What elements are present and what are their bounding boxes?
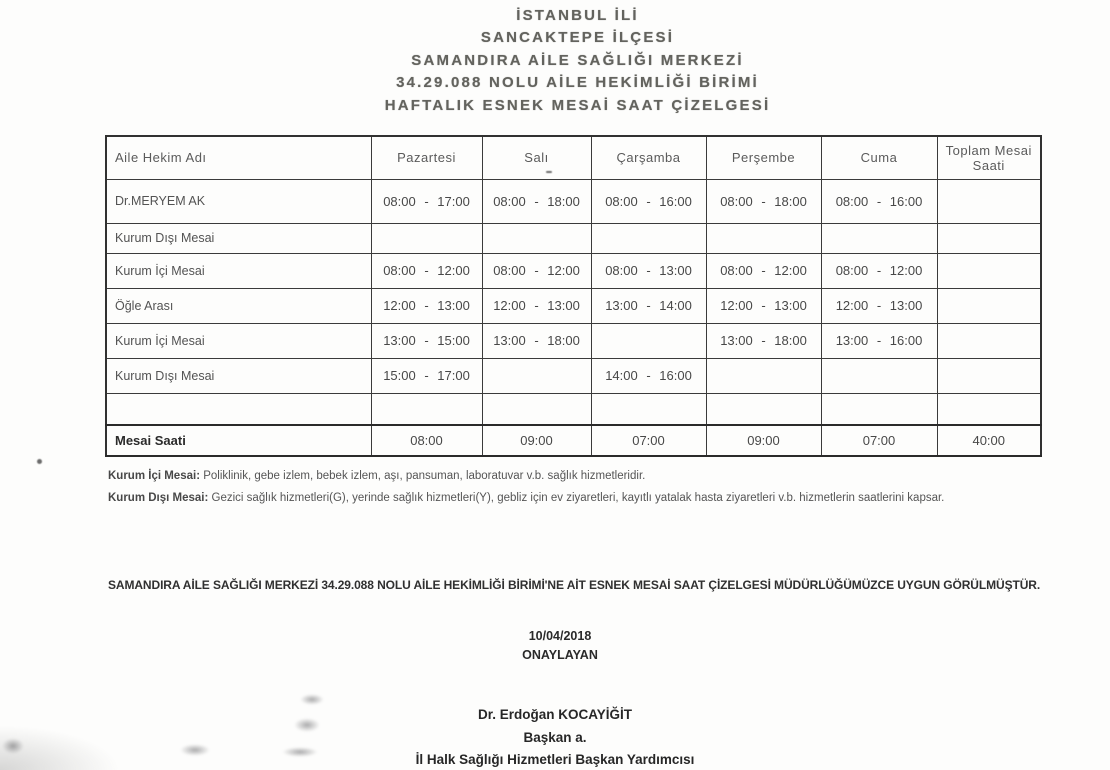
- signer-role: Başkan a.: [523, 729, 587, 745]
- time-cell: 08:00 - 18:00: [482, 179, 591, 223]
- note-text: Gezici sağlık hizmetleri(G), yerinde sağlık hizmetleri(Y), gebliz için ev ziyaretleri, kayıtlı yatalak hasta ziyaretleri v.b. hizmetlerin saatlerini kapsar.: [211, 491, 945, 504]
- time-cell: [821, 358, 937, 393]
- time-cell: 08:00 - 17:00: [371, 179, 482, 223]
- time-cell: 08:00 - 12:00: [371, 253, 482, 288]
- footnotes: [108, 466, 1088, 509]
- table-row-doctor: [106, 179, 1041, 223]
- header-line-district: SANCAKTEPE İLÇESİ: [480, 29, 675, 47]
- time-cell: [371, 223, 482, 253]
- time-cell: 12:00 - 13:00: [482, 288, 591, 323]
- time-cell: 13:00 - 18:00: [482, 323, 591, 358]
- header-line-unit: 34.29.088 NOLU AİLE HEKİMLİĞİ BİRİMİ: [396, 74, 759, 92]
- scan-corner-shade: [0, 725, 120, 770]
- note-line-out-of-office: [108, 488, 1088, 510]
- time-cell: 08:00 - 18:00: [706, 179, 821, 223]
- total-cell: 09:00: [482, 425, 591, 456]
- time-cell: 12:00 - 13:00: [706, 288, 821, 323]
- table-header-row: [106, 136, 1041, 179]
- time-cell: [937, 288, 1041, 323]
- col-header-tuesday: Salı: [482, 136, 591, 179]
- table-total-row: [106, 425, 1041, 456]
- scan-smudge: [294, 718, 320, 732]
- scan-smudge: [282, 747, 318, 757]
- time-cell: [937, 223, 1041, 253]
- total-cell: 40:00: [937, 425, 1041, 456]
- time-cell: 13:00 - 16:00: [821, 323, 937, 358]
- total-row-label: Mesai Saati: [106, 425, 371, 456]
- col-header-monday: Pazartesi: [371, 136, 482, 179]
- time-cell: [591, 223, 706, 253]
- row-label: Dr.MERYEM AK: [106, 179, 371, 223]
- header-line-center: SAMANDIRA AİLE SAĞLIĞI MERKEZİ: [411, 51, 744, 69]
- time-cell: [937, 323, 1041, 358]
- time-cell: [591, 393, 706, 425]
- time-cell: [482, 223, 591, 253]
- time-cell: 13:00 - 15:00: [371, 323, 482, 358]
- header-line-title: HAFTALIK ESNEK MESAİ SAAT ÇİZELGESİ: [384, 96, 771, 114]
- time-cell: [591, 323, 706, 358]
- col-header-thursday: Perşembe: [706, 136, 821, 179]
- table-row-out-of-office: [106, 223, 1041, 253]
- row-label: Kurum İçi Mesai: [106, 323, 371, 358]
- table-row-in-office-am: [106, 253, 1041, 288]
- approval-statement: SAMANDIRA AİLE SAĞLIĞI MERKEZİ 34.29.088 NOLU AİLE HEKİMLİĞİ BİRİMİ'NE AİT ESNEK MESAİ SAAT ÇİZELGESİ MÜDÜRLÜĞÜMÜZCE UYGUN GÖRÜLMÜŞTÜR.: [108, 578, 1041, 592]
- col-header-total-hours: Toplam Mesai Saati: [937, 136, 1041, 179]
- time-cell: [371, 393, 482, 425]
- schedule-table: [105, 135, 1042, 457]
- time-cell: 15:00 - 17:00: [371, 358, 482, 393]
- time-cell: [821, 393, 937, 425]
- note-label: Kurum İçi Mesai:: [108, 470, 201, 482]
- table-row-out-of-office-pm: [106, 358, 1041, 393]
- total-cell: 09:00: [706, 425, 821, 456]
- time-cell: [821, 223, 937, 253]
- approval-date: 10/04/2018: [528, 629, 592, 643]
- row-label: Kurum İçi Mesai: [106, 253, 371, 288]
- time-cell: 08:00 - 16:00: [821, 179, 937, 223]
- col-header-friday: Cuma: [821, 136, 937, 179]
- scan-speck: [546, 171, 552, 173]
- row-label: Öğle Arası: [106, 288, 371, 323]
- time-cell: [706, 358, 821, 393]
- time-cell: 13:00 - 14:00: [591, 288, 706, 323]
- row-label: Kurum Dışı Mesai: [106, 223, 371, 253]
- time-cell: [706, 223, 821, 253]
- scan-speck: [37, 459, 42, 464]
- time-cell: 14:00 - 16:00: [591, 358, 706, 393]
- time-cell: [937, 393, 1041, 425]
- time-cell: [937, 253, 1041, 288]
- time-cell: 08:00 - 12:00: [706, 253, 821, 288]
- total-cell: 08:00: [371, 425, 482, 456]
- signer-name: Dr. Erdoğan KOCAYİĞİT: [477, 707, 633, 722]
- time-cell: [706, 393, 821, 425]
- time-cell: [937, 358, 1041, 393]
- approval-date-block: [5, 627, 1110, 665]
- signer-title: İl Halk Sağlığı Hizmetleri Başkan Yardımcısı: [415, 752, 695, 767]
- time-cell: 12:00 - 13:00: [371, 288, 482, 323]
- total-cell: 07:00: [821, 425, 937, 456]
- scan-smudge: [300, 694, 324, 705]
- col-header-wednesday: Çarşamba: [591, 136, 706, 179]
- time-cell: [482, 393, 591, 425]
- time-cell: 13:00 - 18:00: [706, 323, 821, 358]
- time-cell: 08:00 - 16:00: [591, 179, 706, 223]
- table-row-empty: [106, 393, 1041, 425]
- header-line-province: İSTANBUL İLİ: [516, 7, 639, 24]
- row-label: [106, 393, 371, 425]
- row-label: Kurum Dışı Mesai: [106, 358, 371, 393]
- table-row-lunch-break: [106, 288, 1041, 323]
- scan-smudge: [180, 744, 210, 756]
- time-cell: 12:00 - 13:00: [821, 288, 937, 323]
- note-label: Kurum Dışı Mesai:: [108, 491, 209, 504]
- time-cell: 08:00 - 12:00: [821, 253, 937, 288]
- total-cell: 07:00: [591, 425, 706, 456]
- time-cell: 08:00 - 12:00: [482, 253, 591, 288]
- note-line-in-office: [108, 466, 1088, 488]
- time-cell: [482, 358, 591, 393]
- col-header-doctor-name: Aile Hekim Adı: [106, 136, 371, 179]
- signature-block: [0, 704, 1110, 770]
- table-row-in-office-pm: [106, 323, 1041, 358]
- time-cell: [937, 179, 1041, 223]
- document-header: [45, 5, 1110, 117]
- note-text: Poliklinik, gebe izlem, bebek izlem, aşı, pansuman, laboratuvar v.b. sağlık hizmetleridir.: [203, 470, 646, 482]
- approver-label: ONAYLAYAN: [522, 648, 598, 662]
- time-cell: 08:00 - 13:00: [591, 253, 706, 288]
